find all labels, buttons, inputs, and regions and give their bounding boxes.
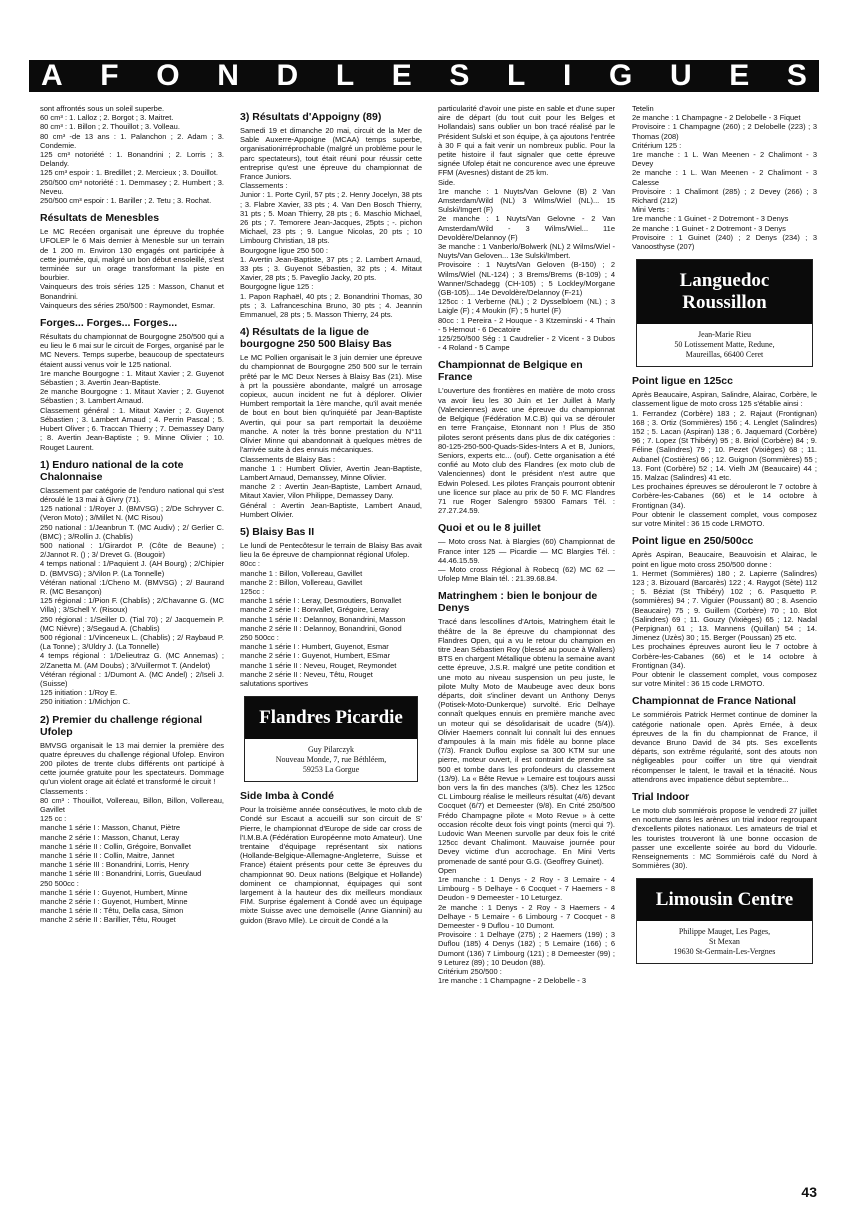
article-250cc: Après Aspiran, Beaucaire, Beauvoisin et Alairac, le point en ligue moto cross 250/500 donne : 1. Hermet (Sommières) 180 ; 2. Lapierre (Salindres) 123 ; 3. Bizouard (Barcarès) 122 ; 4. Raygot (Sète) 112 ; 5. Béziat (St Thibéry) 102 ; 6. Pasquetto P. (sommières) 94 ; 7. Viguier (Poussant) 80 ; 8. Asencio (Beaucaire) 75 ; 9. Guillem (Corbère) 70 ; 10. Blot (Salindres) 69 ; 11. Gouzy (Vixièges) 65 ; 12. Nadal (Perpignan) 61 ; 13. Mannens (Quillan) 54 ; 14. Jimenez (Uzès) 30 ; 15. Berger (Poussan) 25 etc. Les prochaines épreuves auront lieu le 7 octobre à Corbère-les-Cabanes (66) et le 14 octobre à Frontignan (34). Pour obtenir le classement complet, vous composez sur votre Minitel : 36 15 code LRMOTO. bbox=[632, 550, 817, 689]
ad-contact: Guy Pilarczyk Nouveau Monde, 7, rue Béthléem, 59253 La Gorgue bbox=[245, 739, 417, 781]
heading-250cc: Point ligue en 250/500cc bbox=[632, 535, 754, 548]
article-matringhem-continued: Tetelin 2e manche : 1 Champagne - 2 Delobelle - 3 Fiquet Provisoire : 1 Champagne (260) ; 2 Delobelle (223) ; 3 Thomas (208) Critérium 125 : 1re manche : 1 L. Wan Meenen - 2 Chalimont - 3 Devey 2e manche : 1 L. Wan Meenen - 2 Chalimont - 3 Calesse Provisoire : 1 Chalimont (285) ; 2 Devey (266) ; 3 Richard (212) Mini Verts : 1re manche : 1 Guinet - 2 Dotremont - 3 Denys 2e manche : 1 Guinet - 2 Dotremont - 3 Denys Provisoire : 1 Guinet (240) ; 2 Denys (234) ; 3 Vanoosthyse (207) bbox=[632, 104, 817, 252]
heading-matringhem: Matringhem : bien le bonjour de Denys bbox=[438, 590, 598, 615]
article-enduro: Classement par catégorie de l'enduro national qui s'est déroulé le 13 mai à Givry (71). 125 national : 1/Royer J. (BMVSG) ; 2/De Schryver C. (Veron Moto) ; 3/Millet N. (MC Risou) 250 national : 1/Jeanbrun T. (MC Audiv) ; 2/ Gerlier C. (BMC) ; 3/Rollin J. (Chablis) 500 national : 1/Girardot P. (Côte de Beaune) ; 2/Jannot R. () ; 3/ Drevet G. (Bougoir) 4 temps national : 1/Paquient J. (AH Bourg) ; 2/Chipier D. (BMVSG) ; 3/Vilon P. (La Tonnelle) Vétéran national :1/Cheno M. (BMVSG) ; 2/ Baurand R. (MC Besançon) 125 régional : 1/Pion F. (Chablis) ; 2/Chavanne G. (MC Villa) ; 3/Schell Y. (Risoux) 250 régional : 1/Seiller D. (Tial 70) ; 2/ Jacquemein P. (MC Nièvre) ; 3/Segaud A. (Chablis) 500 régional : 1/Vinceneux L. (Chablis) ; 2/ Raybaud P. (La Tonne) ; 3/Uldry J. (La Tonnelle) 4 temps régional : 1/Delieutraz G. (MC Annemas) ; 2/Zanetta M. (AM Doubs) ; 3/Vuillermot T. (Andelot) Vétéran régional : 1/Dumont A. (MC Andel) ; 2/Iseli J. (Suisse) 125 initiation : 1/Roy E. 250 initiation : 1/Michjon C. bbox=[40, 485, 224, 707]
article-belgique: L'ouverture des frontières en matière de moto cross va avoir lieu les 30 Juin et 1er Juillet à Marly (Valenciennes) avec une épreuve du championnat de Belgique (Fédération M.C.B) qui va se dérouler en terre Française, Etonnant non ! Plus de 350 pilotes seront présents dans plus de dix catégories : 80-125-250-500-Quads-Sides-Inters A et B, Juniors, Seniors, experts etc... (ouf). Cette organisation a été confié au Moto club des Flandres (ex moto club de Valenciennes) dont le président n'est autre que Edwin Polesed. Les pilotes Français pourront obtenir une licence sur place au prix de 50 F. MC Flandres 71 rue Roger Salengro 59300 Famars Tél. : 27.27.24.59. bbox=[438, 386, 615, 516]
heading-imba: Side Imba à Condé bbox=[240, 790, 334, 803]
heading-blaisy-2: 5) Blaisy Bas II bbox=[240, 525, 315, 538]
column-4 bbox=[632, 104, 817, 1194]
heading-menesbles: Résultats de Menesbles bbox=[40, 212, 160, 225]
banner-letter: E bbox=[391, 59, 412, 92]
banner-letter: O bbox=[156, 59, 180, 92]
heading-blaisy: 4) Résultats de la ligue de bourgogne 250 500 Blaisy Bas bbox=[240, 326, 392, 351]
banner-letter: L bbox=[335, 59, 355, 92]
ad-flandres-picardie bbox=[244, 696, 418, 782]
banner-letter: E bbox=[729, 59, 750, 92]
heading-ufolep: 2) Premier du challenge régional Ufolep bbox=[40, 713, 203, 738]
banner-letter: D bbox=[276, 59, 299, 92]
ad-contact: Philippe Mauget, Les Pages, St Mexan 19630 St-Germain-Les-Vergnes bbox=[637, 921, 812, 963]
heading-appoigny: 3) Résultats d'Appoigny (89) bbox=[240, 111, 382, 123]
banner-letter: U bbox=[669, 59, 692, 92]
column-3 bbox=[438, 104, 615, 1194]
page-number: 43 bbox=[801, 1184, 817, 1200]
article-indoor: Le moto club sommiérois propose le vendredi 27 juillet en nocturne dans les arènes un trial indoor regroupant d'excellents pilotes nationaux. Les amateurs de trial et les touristes trouveront là une bonne occasion de passer une excellente soirée au bord du Vidourle. Renseignements : MC Sommiérois café du Nord à Sommières (30). bbox=[632, 805, 817, 871]
article-quoi: — Moto cross Nat. à Blargies (60) Championnat de France inter 125 — Picardie — MC Blargies Tél. : 44.46.15.59. — Moto cross Régional à Robecq (62) MC 62 — Ufolep Mme Blain tél. : 21.39.68.84. bbox=[438, 537, 615, 584]
banner-letter: S bbox=[449, 59, 470, 92]
article-blaisy-2: Le lundi de Pentecôtesur le terrain de Blaisy Bas avait lieu la 6e épreuve de championnat régional Ufolep. 80cc : manche 1 : Billon, Vollereau, Gavillet manche 2 : Billon, Vollereau, Gavillet 125cc : manche 1 série I : Leray, Desmoutiers, Bonvallet manche 2 série I : Bonvallet, Grégoire, Leray manche 1 série II : Delannoy, Bonandrini, Masson manche 2 série II : Delannoy, Bonandrini, Gonod 250 500cc : manche 1 série I : Humbert, Guyenot, Esmar manche 2 série I : Guyenot, Humbert, ESmar manche 1 série II : Neveu, Rouget, Reymondet manche 2 série II : Neveu, Têtu, Rouget salutations sportives bbox=[240, 540, 422, 688]
heading-quoi: Quoi et ou le 8 juillet bbox=[438, 522, 541, 535]
banner-letter: L bbox=[507, 59, 526, 92]
article-imba-continued: particularité d'avoir une piste en sable et d'une super aire de départ (du tout cuit pour les Belges et Hollandais) sans oublier un bon tracé réalisé par le Président Sulski et son équipe, à ça ajoutons l'entrée à 30 F qui a fait venir un nombreux public. Pour la petite histoire il faut signaler que cette épreuve signée Ufolep était ne concurence avec une épreuve FFM (Avesnes) distant de 25 km. Side. 1re manche : 1 Nuyts/Van Gelovne (B) 2 Van Amsterdam/Wild (NL) 3 Wilms/Wiel (NL)... 15 Sulski/Imgert (F) 2e manche : 1 Nuyts/Van Gelovne - 2 Van Amsterdam/Wild - 3 Wilms/Wiel... 11e Devoldère/Delannoy (F) 3e manche : 1 Vanberlo/Bolwerk (NL) 2 Wilms/Wiel - Nuyts/Van Geloven... 13e Sulski/Imbert. Provisoire : 1 Nuyts/Van Geloven (B-150) ; 2 Wilms/Wiel (NL-124) ; 3 Brems/Brems (B-109) ; 4 Wanner/Schadegg (CH-105) ; 5 Lockley/Morgane (GB-105)... 14e Devoldère/Delannoy (F-21) 125cc : 1 Verberne (NL) ; 2 Dysselbloem (NL) ; 3 Laigle (F) ; 4 Moukin (F) ; 5 hurtel (F) 80cc : 1 Pereira - 2 Houque - 3 Ktzeminski - 4 Thain - 5 Hernout - 6 Decatoire 125/250/500 Ség : 1 Caudrelier - 2 Vicent - 3 Dubos - 4 Roland - 5 Campe bbox=[438, 104, 615, 353]
ad-title: Limousin Centre bbox=[637, 879, 812, 921]
heading-forges: Forges... Forges... Forges... bbox=[40, 317, 178, 330]
banner-letter: G bbox=[608, 59, 633, 92]
section-banner bbox=[29, 60, 819, 92]
heading-national: Championnat de France National bbox=[632, 695, 796, 708]
heading-enduro: 1) Enduro national de la cote Chalonnaise bbox=[40, 458, 184, 483]
article-imba: Pour la troisième année consécutives, le moto club de Condé sur Escaut a accueilli sur son circuit de S' Pierre, le championnat d'Europe de side car cross de l'I.M.B.A (Fédération Européenne moto Amateur). Une trentaine d'équipage représentant six nations (Hollande-Belgique-Allemagne-Angleterre, Suisse et France) étaient présents pour cette 3e épreuves du championnat 90. Deux nations (Belgique et Hollande) dominent ce championnat, équipages qui sont largement à la hauteur des dix meilleurs mondiaux FIM. Surprise également à Condé avec un équipage mixte Suisse avec une demoiselle (Anne Giannini) au guidon (Bravo Mlle). Le circuit de Condé a la bbox=[240, 805, 422, 925]
banner-letter: A bbox=[41, 59, 63, 92]
column-1 bbox=[40, 104, 224, 1194]
article-intro: sont affrontés sous un soleil superbe. 60 cm³ : 1. Lalloz ; 2. Borgot ; 3. Maitret. 80 cm³ : 1. Billon ; 2. Thouillot ; 3. Volleau. 80 cm³ -de 13 ans : 1. Palanchon ; 2. Adam ; 3. Condemie. 125 cm³ notoriété : 1. Bonandrini ; 2. Lorris ; 3. Delandy. 125 cm³ espoir : 1. Bredillet ; 2. Mercieux ; 3. Douillot. 250/500 cm³ notoriété : 1. Demmasey ; 2. Humbert ; 3. Neveu. 250/500 cm³ espoir : 1. Bariller ; 2. Tetu ; 3. Rochat. bbox=[40, 104, 224, 206]
ad-contact: Jean-Marie Rieu 50 Lotissement Matte, Redune, Maureillas, 66400 Ceret bbox=[637, 324, 812, 366]
article-125cc: Après Beaucaire, Aspiran, Salindre, Alairac, Corbère, le classement ligue de moto cross 125 s'établie ainsi : 1. Ferrandez (Corbère) 183 ; 2. Rajaut (Frontignan) 168 ; 3. Ortiz (Sommières) 156 ; 4. Lenglet (Salindres) 152 ; 5. Lacan (Aspiran) 138 ; 6. Jaquemard (Corbère) 96 ; 7. Lopez (St Thibéry) 95 ; 8. Briol (Corbère) 84 ; 9. Féline (Salindres) 79 ; 10. Pezet (Vixièges) 68 ; 11. Aubanel (Costières) 66 ; 12. Guignon (Sommières) 55 ; 13. Font (Corbère) 52 ; 14. Vielh JM (Beaucaire) 44 ; 15. Malzac (Salindres) 41 etc. Les prochaines épreuves se dérouleront le 7 octobre à Corbère-les-Cabanes (66) et le 14 octobre à Frontignan (34). Pour obtenir le classement complet, vous composez sur votre Minitel : 36 15 code LRMOTO. bbox=[632, 390, 817, 529]
heading-indoor: Trial Indoor bbox=[632, 790, 690, 803]
column-2 bbox=[240, 104, 422, 1194]
ad-languedoc-roussillon bbox=[636, 259, 813, 367]
heading-belgique: Championnat de Belgique en France bbox=[438, 359, 583, 384]
article-forges: Résultats du championnat de Bourgogne 250/500 qui a eu lieu le 6 mai sur le circuit de Forges, organisé par le MC Nevers. Temps superbe, beaucoup de spectateurs étaient aussi venus voir le 125 national. 1re manche Bourgogne : 1. Mitaut Xavier ; 2. Guyenot Sébastien ; 3. Avertin Jean-Baptiste. 2e manche Bourgogne : 1. Mitaut Xavier ; 2. Guyenot Sébastien ; 3. Lambert Arnaud. Classement général : 1. Mitaut Xavier ; 2. Guyenot Sébastien ; 3. Lambert Arnaud ; 4. Perrin Pascal ; 5. Hubert Oliver ; 6. Traccan Thierry ; 7. Demassey Dany ; 8. Avertin Jean-Baptiste ; 9. Minne Olivier ; 10. Rouget Laurent. bbox=[40, 332, 224, 452]
banner-letter: I bbox=[563, 59, 572, 92]
ad-title: Flandres Picardie bbox=[245, 697, 417, 739]
banner-letter: N bbox=[217, 59, 239, 92]
ad-title: Languedoc Roussillon bbox=[637, 260, 812, 324]
article-menesbles: Le MC Recéen organisait une épreuve du trophée UFOLEP le 6 Mais dernier à Menesble sur un terrain de 1 200 m. Environ 130 engagés ont participée à cette journée, qui, malgré un bon début ensoleillé, s'est terminée sur un orage transformant la piste en bourbier. Vainqueurs des trois séries 125 : Masson, Chanut et Bonandrini. Vainqueurs des séries 250/500 : Raymondet, Esmar. bbox=[40, 227, 224, 310]
heading-125cc: Point ligue en 125cc bbox=[632, 375, 733, 388]
banner-letter: F bbox=[100, 59, 119, 92]
banner-letter: S bbox=[786, 59, 807, 92]
article-national: Le sommiérois Patrick Hermet continue de dominer la catégorie nationale open. Après Ernée, à deux épreuves de la fin du championnat de France, il devance Bruno David de 34 pts. Ses excellents départs, son extrême régularité, sont des atouts non négligeables pour coiffer un titre qui viendrait récompenser le talent, le travail et la ténacité. Nous attendrons avec impatience début septembre... bbox=[632, 710, 817, 784]
ad-limousin-centre bbox=[636, 878, 813, 964]
article-blaisy: Le MC Pollien organisait le 3 juin dernier une épreuve du championnat de Bourgogne 250 500 sur le terrain prêté par le MC Deux Nerses à Blaisy Bas (21). Mise à prt la poussière abondante, malgré un arrosage copieux, aucun incident ne fut à déplorer. Olivier Humbert remportait la 1ère manche, qu'il avait menée de bout en bout bien qu'inquiété par Jean-Baptiste Avertin, qui pour sa part remportait la deuxième manche. A noter la très bonne prestation du N°11 Olivier Minne qui abandonnait à quelques mètres de l'arrivée suite à des ennuis mécaniques. Classements de Blaisy Bas : manche 1 : Humbert Olivier, Avertin Jean-Baptiste, Lambert Arnaud, Demanssey, Minne Olivier. manche 2 : Avertin Jean-Baptiste, Lambert Arnaud, Mitaut Xavier, Vilon Philippe, Demassey Dany. Général : Avertin Jean-Baptiste, Lambert Anaud, Humbert Olivier. bbox=[240, 353, 422, 519]
article-ufolep: BMVSG organisait le 13 mai dernier la première des quatre épreuves du challenge régional Ufolep. Environ 200 pilotes de trente clubs différents ont participé à cette journée gratuite pour les spectateurs. Dommage qu'un violent orage ait éclaté et transformé le circuit ! Classements : 80 cm³ : Thouillot, Vollereau, Billon, Billon, Vollereau, Gavillet 125 cc : manche 1 série I : Masson, Chanut, Piètre manche 2 série I : Masson, Chanut, Leray manche 1 série II : Collin, Grégoire, Bonvallet manche 1 série II : Collin, Maitre, Jannet manche 1 série III : Bonandrini, Lorris, Henry manche 1 série III : Bonandrini, Lorris, Gueulaud 250 500cc : manche 1 série I : Guyenot, Humbert, Minne manche 2 série I : Guyenot, Humbert, Minne manche 1 série II : Têtu, Della casa, Simon manche 2 série II : Barillier, Têtu, Rouget bbox=[40, 740, 224, 925]
article-matringhem: Tracé dans lescollines d'Artois, Matringhem était le théâtre de la 8e épreuve du championnat des Flandres Open, qui a vu le retour du champion en titre Jean Sébastien Roy (blessé au pouce à Wallers) BTS en chargent Métallique obtenu la semaine avant cette épreuve, J.S.R. malgré une petite condition et une moto au niveau suspension un peu juste, le pilote Multy Moto de Maubeuge avec deux bons départs, doit s'incliner devant un Anthony Denys (Potisek-Moto-Dunkerque) survolté. Eric Delhaye connaît quelques ennuis en première manche avec un moteur qui se désolidarisait de ucadre (5/4)). Olivier Haemers connaît lui connaît lui des ennues d'ampoules à la main mis fidèle au bonne place (7/3). Franck Duflou explose sa 300 KTM sur une pierre, moteur ouvert, il est contraint de prendre sa 500 et tombe dans les profondeurs du classement (13/9). La « Bête Revue » Lemaire est toujours aussi bon vers la fin des manches (3/5). Chez les 125cc CL Limbourg réalise le meilleurs résultat (4/6) devant Cocquet (6/7) et Demeester (9/8). En Crité 250/500 Frédo Champagne pilote « Moto Revue » à cette occasion récolte deux fois vingt points (merci qui ?). Ludovic Wan Meenen survolle par deux fois le crité 125cc devant Chalimont. Mauvaise journée pour Devey victime d'un accrochage. En Mini Verts promenade de santé pour G.G. (Geoffrey Guinet). Open 1re manche : 1 Denys - 2 Roy - 3 Lemaire - 4 Limbourg - 5 Delhaye - 6 Cocquet - 7 Haemers - 8 Deudon - 9 Demeester - 10 Leturgez. 2e manche : 1 Denys - 2 Roy - 3 Haemers - 4 Delhaye - 5 Lemaire - 6 Limbourg - 7 Cocquet - 8 Demeester - 9 Duflou - 10 Dumont. Provisoire : 1 Delhaye (275) ; 2 Haemers (199) ; 3 Duflou (185) 4 Denys (182) ; 5 Lemaire (166) ; 6 Dumont (136) 7 Limbourg (121) ; 8 Demeester (99) ; 9 Leturez (89) ; 10 Deudon (88). Critérium 250/500 : 1re manche : 1 Champagne - 2 Delobelle - 3 bbox=[438, 617, 615, 986]
article-appoigny: Samedi 19 et dimanche 20 mai, circuit de la Mer de Sable Auxerre-Appoigne (MCAA) temps superbe, organisationirréprochable (malgré un problème pour le parc spectateurs), tout était réuni pour réussir cette entreprise qu'est une épreuve du championnat de France Juniors. Classements : Junior : 1. Porte Cyril, 57 pts ; 2. Henry Jocelyn, 38 pts ; 3. Flabre Xavier, 33 pts ; 4. Van Den Bosch Thierry, 31 pts ; 5. Moan Thierry, 28 pts ; 6. Maschio Michael, 26 pts ; 7. Temorere Jean-Jacques, 25pts ; -. pichon Michael, 23 pts ; 9. Langue Nicolas, 20 pts ; 10 Limbourg Christian, 18 pts. Bourgogne ligue 250 500 : 1. Avertin Jean-Baptiste, 37 pts ; 2. Lambert Arnaud, 33 pts ; 3. Guyenot Sébastien, 32 pts ; 4. Mitaut Xavier, 28 pts ; 5. Paveglio Jacky, 20 pts. Bourgogne ligue 125 : 1. Papon Raphaël, 40 pts ; 2. Bonandrini Thomas, 30 pts ; 3. Lafranceschina Bruno, 30 pts ; 4. Jeannin Emmanuel, 28 pts ; 5. Masson Thierry, 24 pts. bbox=[240, 126, 422, 320]
